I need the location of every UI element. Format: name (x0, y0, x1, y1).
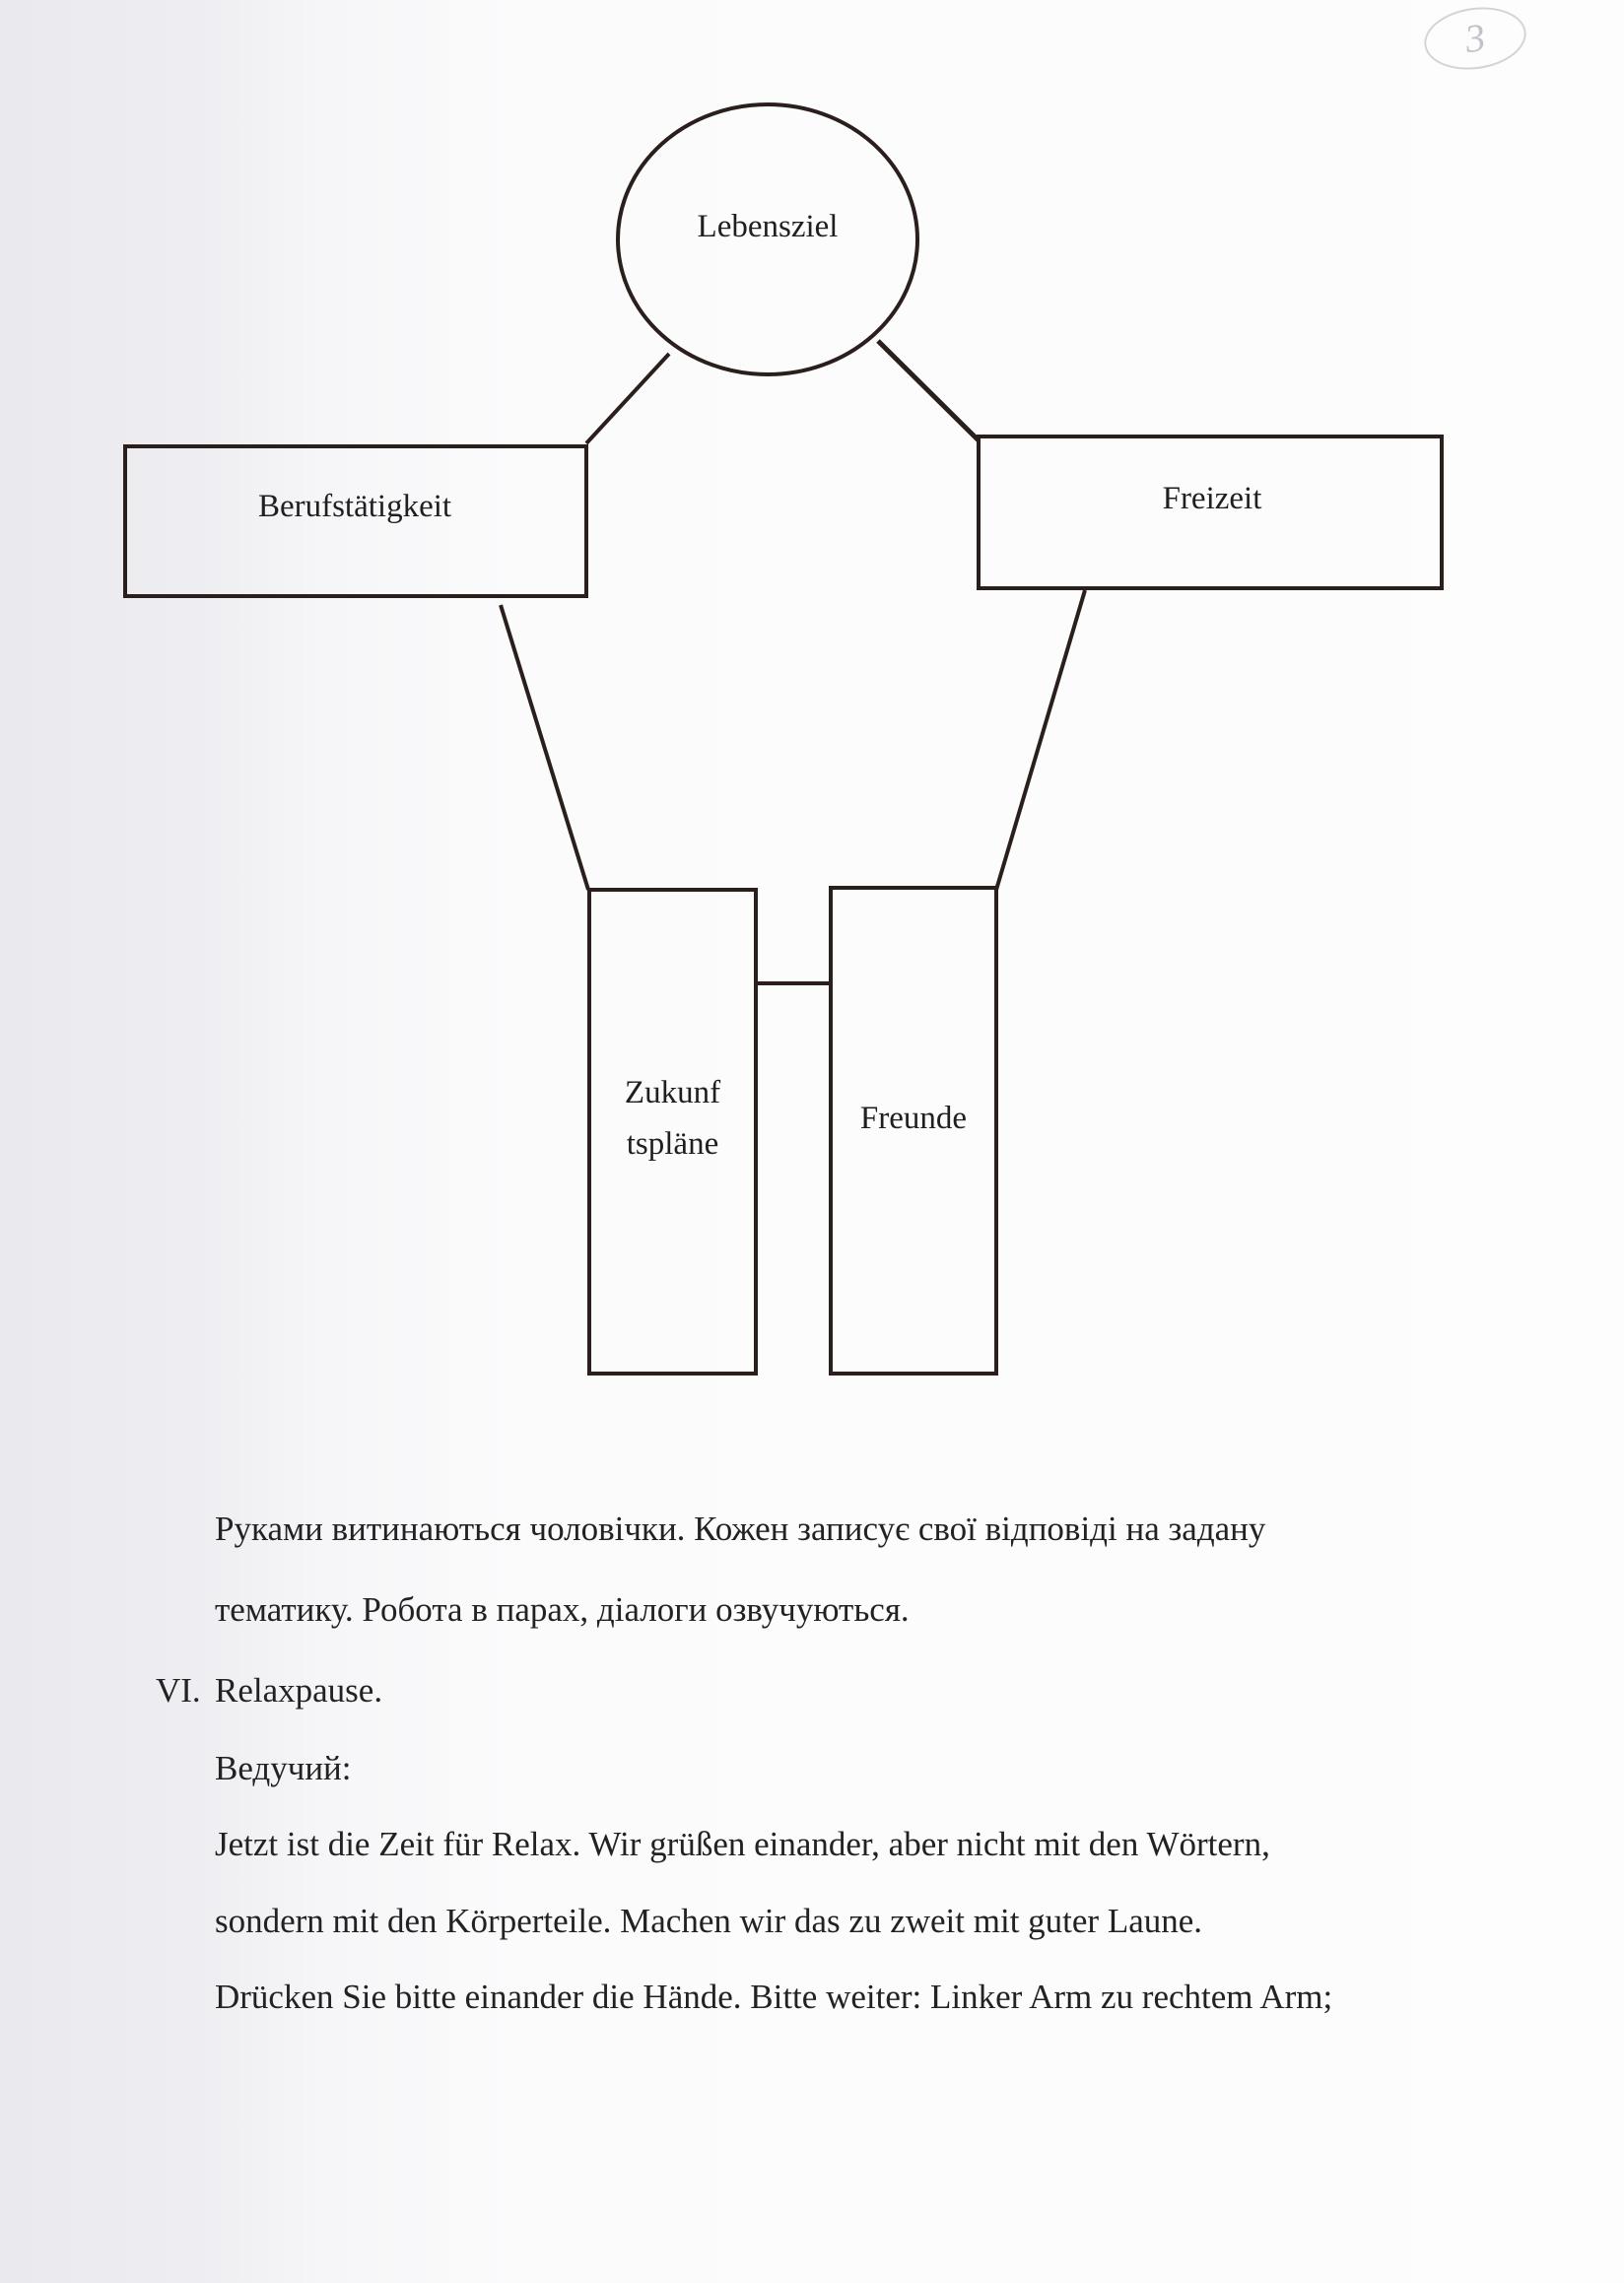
section-title: Relaxpause. (215, 1671, 383, 1710)
left-leg-label-line2: tspläne (626, 1126, 719, 1162)
paragraph-line-1: Руками витинаються чоловічки. Кожен записує свої відповіді на задану (215, 1510, 1266, 1548)
paragraph-line-6: sondern mit den Körperteile. Machen wir das zu zweit mit guter Laune. (215, 1902, 1203, 1940)
left-leg-label-line1: Zukunf (624, 1075, 721, 1110)
neck-left-line (586, 354, 669, 443)
left-arm-label: Berufstätigkeit (257, 489, 452, 524)
paragraph-line-5: Jetzt ist die Zeit für Relax. Wir grüßen einander, aber nicht mit den Wörtern, (215, 1825, 1270, 1863)
speaker-label: Ведучий: (215, 1749, 352, 1787)
section-number: VI. (156, 1671, 201, 1710)
right-arm-label: Freizeit (1162, 481, 1262, 516)
paragraph-line-7: Drücken Sie bitte einander die Hände. Bitte weiter: Linker Arm zu rechtem Arm; (215, 1978, 1333, 2016)
right-leg-label: Freunde (859, 1101, 968, 1136)
torso-left-line (501, 605, 588, 890)
torso-right-line (996, 590, 1085, 890)
page-number: 3 (1420, 1, 1530, 76)
head-label: Lebensziel (697, 209, 839, 244)
neck-right-line (878, 341, 979, 440)
paragraph-line-2: тематику. Робота в парах, діалоги озвучуються. (215, 1590, 910, 1629)
